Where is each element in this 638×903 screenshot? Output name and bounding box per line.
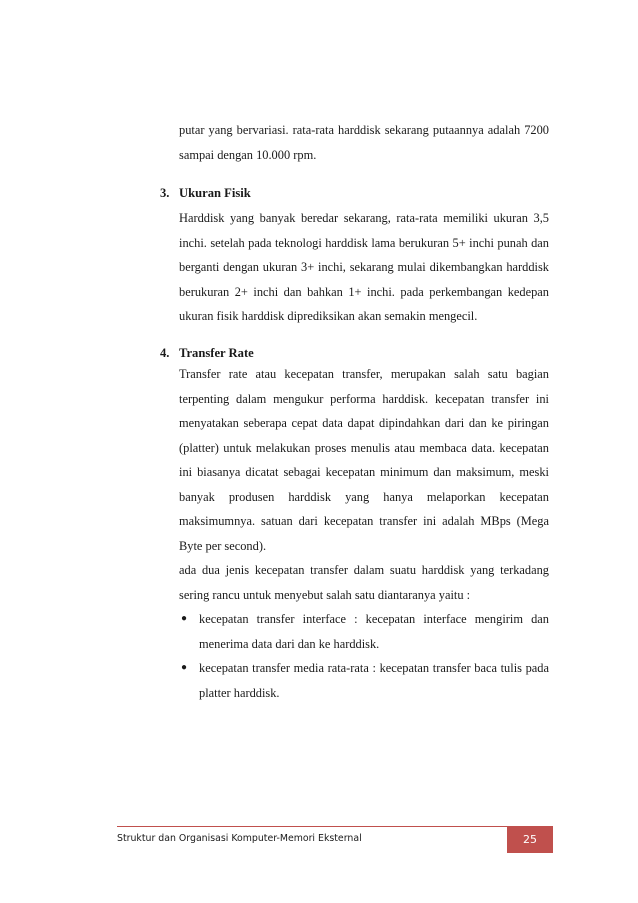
intro-paragraph: putar yang bervariasi. rata-rata harddisk sekarang putaannya adalah 7200 sampai dengan 10.000 rpm. [179,123,549,162]
transfer-rate-bullet-list [179,607,549,705]
list-item [179,607,549,656]
section-paragraph: Transfer rate atau kecepatan transfer, merupakan salah satu bagian terpenting dalam mengukur performa harddisk. kecepatan transfer ini menyatakan seberapa cepat data dapat dipindahkan dari dan ke piringan (platter) untuk melakukan proses menulis atau membaca data. kecepatan ini biasanya dicatat sebagai kecepatan minimum dan maksimum, meski banyak produsen harddisk yang hanya melaporkan kecepatan maksimumnya. satuan dari kecepatan transfer ini adalah MBps (Mega Byte per second). [179,367,549,553]
section-heading-transfer-rate [160,343,254,363]
list-item-text: kecepatan transfer media rata-rata : kecepatan transfer baca tulis pada platter harddisk. [199,661,549,700]
page-number-badge: 25 [507,827,553,853]
section-transfer-rate-body [179,362,549,705]
section-ukuran-fisik-body [179,206,549,329]
footer-title: Struktur dan Organisasi Komputer-Memori Eksternal [117,833,362,844]
section-number: 3. [160,186,170,200]
section-heading-ukuran-fisik [160,183,251,203]
footer-divider [117,826,553,827]
bullet-icon: ● [181,613,188,624]
bullet-icon: ● [181,662,188,673]
intro-paragraph-block [179,118,549,167]
section-paragraph-2: ada dua jenis kecepatan transfer dalam suatu harddisk yang terkadang sering rancu untuk menyebut salah satu diantaranya yaitu : [179,563,549,602]
section-title: Ukuran Fisik [179,186,251,200]
section-number: 4. [160,346,170,360]
list-item [179,656,549,705]
section-title: Transfer Rate [179,346,254,360]
section-paragraph: Harddisk yang banyak beredar sekarang, rata-rata memiliki ukuran 3,5 inchi. setelah pada teknologi harddisk lama berukuran 5+ inchi punah dan berganti dengan ukuran 3+ inchi, sekarang mulai dikembangkan harddisk berukuran 2+ inchi dan bahkan 1+ inchi. pada perkembangan kedepan ukuran fisik harddisk diprediksikan akan semakin mengecil. [179,211,549,323]
list-item-text: kecepatan transfer interface : kecepatan interface mengirim dan menerima data dari dan ke harddisk. [199,612,549,651]
